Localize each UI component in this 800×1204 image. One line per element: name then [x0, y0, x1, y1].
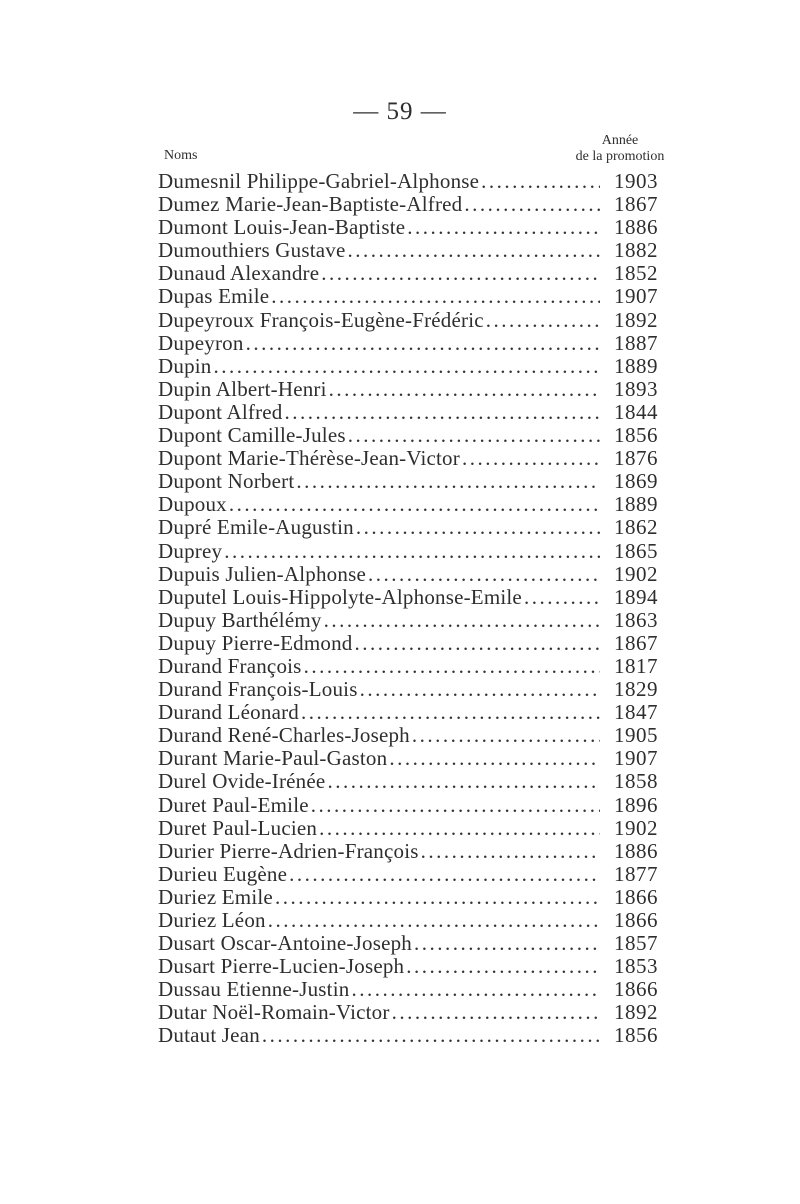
entry-name: Dusart Pierre-Lucien-Joseph [158, 954, 405, 979]
entry-name: Durier Pierre-Adrien-François [158, 838, 419, 863]
list-item [158, 216, 658, 239]
dot-leader [392, 1001, 600, 1024]
dot-leader [348, 239, 600, 262]
list-item [158, 285, 658, 308]
dot-leader [319, 817, 600, 840]
entry-name: Durand René-Charles-Joseph [158, 723, 410, 748]
entry-year: 1844 [614, 399, 658, 424]
entry-year: 1894 [614, 584, 658, 609]
entry-year: 1869 [614, 469, 658, 494]
entry-name: Dusart Oscar-Antoine-Joseph [158, 931, 412, 956]
names-column-header: Noms [164, 148, 198, 163]
entry-year: 1853 [614, 954, 658, 979]
list-item [158, 840, 658, 863]
list-item [158, 424, 658, 447]
dot-leader [348, 424, 600, 447]
dot-leader [229, 493, 600, 516]
dot-leader [412, 724, 600, 747]
entry-year: 1866 [614, 884, 658, 909]
list-item [158, 863, 658, 886]
list-item [158, 355, 658, 378]
entry-name: Durand François [158, 653, 302, 678]
entry-year: 1907 [614, 284, 658, 309]
entry-name: Dupré Emile-Augustin [158, 515, 354, 540]
entry-year: 1867 [614, 630, 658, 655]
entry-name: Dumont Louis-Jean-Baptiste [158, 215, 406, 240]
year-column-header-line2: de la promotion [575, 149, 665, 164]
list-item [158, 724, 658, 747]
dot-leader [224, 540, 600, 563]
list-item [158, 516, 658, 539]
list-item [158, 1024, 658, 1047]
dot-leader [368, 563, 600, 586]
list-item [158, 332, 658, 355]
entry-name: Dupuy Barthélémy [158, 607, 322, 632]
entry-name: Dutaut Jean [158, 1023, 260, 1048]
entry-year: 1889 [614, 492, 658, 517]
dot-leader [524, 586, 600, 609]
entry-name: Duprey [158, 538, 223, 563]
entry-year: 1829 [614, 677, 658, 702]
entry-year: 1856 [614, 423, 658, 448]
entry-year: 1862 [614, 515, 658, 540]
entry-name: Dussau Etienne-Justin [158, 977, 350, 1002]
entry-year: 1863 [614, 607, 658, 632]
list-item [158, 540, 658, 563]
list-item [158, 678, 658, 701]
list-item [158, 378, 658, 401]
graduate-list [158, 170, 658, 1048]
dot-leader [360, 678, 600, 701]
entry-year: 1893 [614, 376, 658, 401]
entry-name: Dupin Albert-Henri [158, 376, 327, 401]
entry-name: Dupont Marie-Thérèse-Jean-Victor [158, 446, 460, 471]
entry-name: Duret Paul-Lucien [158, 815, 318, 840]
entry-name: Duriez Emile [158, 884, 273, 909]
entry-year: 1867 [614, 192, 658, 217]
entry-year: 1903 [614, 169, 658, 193]
entry-name: Dumouthiers Gustave [158, 238, 346, 263]
list-item [158, 470, 658, 493]
entry-year: 1892 [614, 1000, 658, 1025]
list-item [158, 447, 658, 470]
entry-year: 1896 [614, 792, 658, 817]
dot-leader [214, 355, 601, 378]
entry-year: 1902 [614, 815, 658, 840]
entry-year: 1876 [614, 446, 658, 471]
list-item [158, 193, 658, 216]
list-item [158, 401, 658, 424]
entry-name: Durel Ovide-Irénée [158, 769, 326, 794]
dot-leader [389, 747, 600, 770]
dot-leader [324, 609, 600, 632]
page-number: — 59 — [353, 98, 447, 125]
entry-year: 1902 [614, 561, 658, 586]
dot-leader [246, 332, 600, 355]
entry-name: Duputel Louis-Hippolyte-Alphonse-Emile [158, 584, 522, 609]
entry-year: 1886 [614, 215, 658, 240]
list-item [158, 655, 658, 678]
entry-name: Durand Léonard [158, 700, 299, 725]
entry-year: 1905 [614, 723, 658, 748]
list-item [158, 609, 658, 632]
list-item [158, 886, 658, 909]
entry-year: 1817 [614, 653, 658, 678]
entry-year: 1889 [614, 353, 658, 378]
dot-leader [327, 770, 600, 793]
entry-name: Dupeyron [158, 330, 244, 355]
entry-year: 1866 [614, 908, 658, 932]
entry-name: Dupont Alfred [158, 399, 283, 424]
entry-year: 1865 [614, 538, 658, 563]
entry-name: Dumesnil Philippe-Gabriel-Alphonse [158, 169, 480, 193]
entry-year: 1847 [614, 700, 658, 725]
entry-name: Dutar Noël-Romain-Victor [158, 1000, 390, 1025]
entry-year: 1892 [614, 307, 658, 332]
dot-leader [462, 447, 600, 470]
dot-leader [321, 262, 600, 285]
dot-leader [271, 285, 600, 308]
dot-leader [406, 955, 600, 978]
list-item [158, 817, 658, 840]
dot-leader [301, 701, 600, 724]
dot-leader [296, 470, 600, 493]
dot-leader [464, 193, 600, 216]
list-item [158, 632, 658, 655]
entry-name: Durieu Eugène [158, 861, 288, 886]
dot-leader [268, 909, 600, 932]
list-item [158, 239, 658, 262]
dot-leader [407, 216, 600, 239]
dot-leader [289, 863, 600, 886]
dot-leader [421, 840, 600, 863]
year-column-header [560, 133, 680, 165]
list-item [158, 1001, 658, 1024]
entry-year: 1858 [614, 769, 658, 794]
list-item [158, 794, 658, 817]
entry-year: 1852 [614, 261, 658, 286]
dot-leader [481, 170, 600, 193]
entry-name: Dunaud Alexandre [158, 261, 320, 286]
list-item [158, 586, 658, 609]
list-item [158, 955, 658, 978]
entry-year: 1877 [614, 861, 658, 886]
entry-name: Dupas Emile [158, 284, 270, 309]
list-item [158, 701, 658, 724]
dot-leader [486, 309, 600, 332]
entry-name: Dupoux [158, 492, 227, 517]
dot-leader [351, 978, 600, 1001]
entry-year: 1857 [614, 931, 658, 956]
entry-year: 1886 [614, 838, 658, 863]
dot-leader [285, 401, 601, 424]
entry-year: 1907 [614, 746, 658, 771]
list-item [158, 170, 658, 193]
list-item [158, 493, 658, 516]
dot-leader [311, 794, 600, 817]
entry-name: Dumez Marie-Jean-Baptiste-Alfred [158, 192, 463, 217]
entry-name: Dupin [158, 353, 212, 378]
dot-leader [262, 1024, 600, 1047]
list-item [158, 309, 658, 332]
dot-leader [329, 378, 600, 401]
dot-leader [355, 632, 600, 655]
dot-leader [304, 655, 600, 678]
entry-year: 1856 [614, 1023, 658, 1048]
entry-name: Dupont Camille-Jules [158, 423, 346, 448]
list-item [158, 978, 658, 1001]
entry-name: Dupeyroux François-Eugène-Frédéric [158, 307, 484, 332]
entry-name: Duret Paul-Emile [158, 792, 309, 817]
year-column-header-line1: Année [601, 133, 639, 148]
dot-leader [356, 516, 600, 539]
list-item [158, 932, 658, 955]
entry-year: 1887 [614, 330, 658, 355]
entry-year: 1866 [614, 977, 658, 1002]
dot-leader [275, 886, 600, 909]
entry-name: Durant Marie-Paul-Gaston [158, 746, 388, 771]
entry-name: Dupont Norbert [158, 469, 295, 494]
entry-name: Duriez Léon [158, 908, 266, 932]
list-item [158, 262, 658, 285]
list-item [158, 770, 658, 793]
entry-name: Dupuis Julien-Alphonse [158, 561, 366, 586]
list-item [158, 563, 658, 586]
list-item [158, 747, 658, 770]
entry-year: 1882 [614, 238, 658, 263]
list-item [158, 909, 658, 932]
dot-leader [414, 932, 600, 955]
entry-name: Durand François-Louis [158, 677, 358, 702]
entry-name: Dupuy Pierre-Edmond [158, 630, 353, 655]
